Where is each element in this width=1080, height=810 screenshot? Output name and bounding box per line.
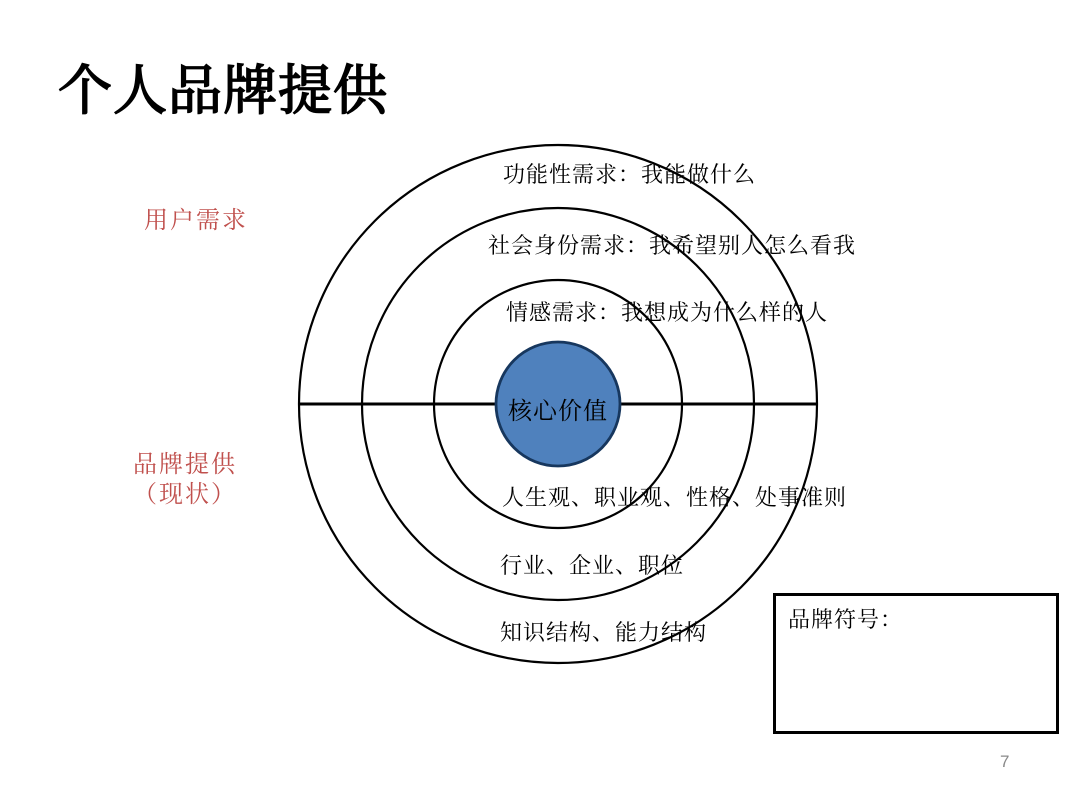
ring-label-values-personality: 人生观、职业观、性格、处事准则 <box>502 485 848 510</box>
page-number: 7 <box>1000 752 1010 771</box>
ring-label-emotional-needs: 情感需求：我想成为什么样的人 <box>506 300 829 325</box>
ring-label-knowledge-capability: 知识结构、能力结构 <box>500 620 708 645</box>
side-label-brand-offer-line1: 品牌提供 <box>133 451 237 478</box>
ring-label-functional-needs: 功能性需求：我能做什么 <box>503 162 757 187</box>
page-title: 个人品牌提供 <box>58 61 388 121</box>
brand-symbol-label: 品牌符号： <box>788 607 904 632</box>
side-label-brand-offer-line2: （现状） <box>133 481 237 508</box>
side-label-user-needs: 用户需求 <box>144 207 248 234</box>
ring-label-industry-enterprise-position: 行业、企业、职位 <box>500 553 685 578</box>
ring-label-social-identity-needs: 社会身份需求：我希望别人怎么看我 <box>488 233 857 258</box>
core-value-label: 核心价值 <box>508 398 608 425</box>
brand-symbol-box <box>773 593 1059 734</box>
